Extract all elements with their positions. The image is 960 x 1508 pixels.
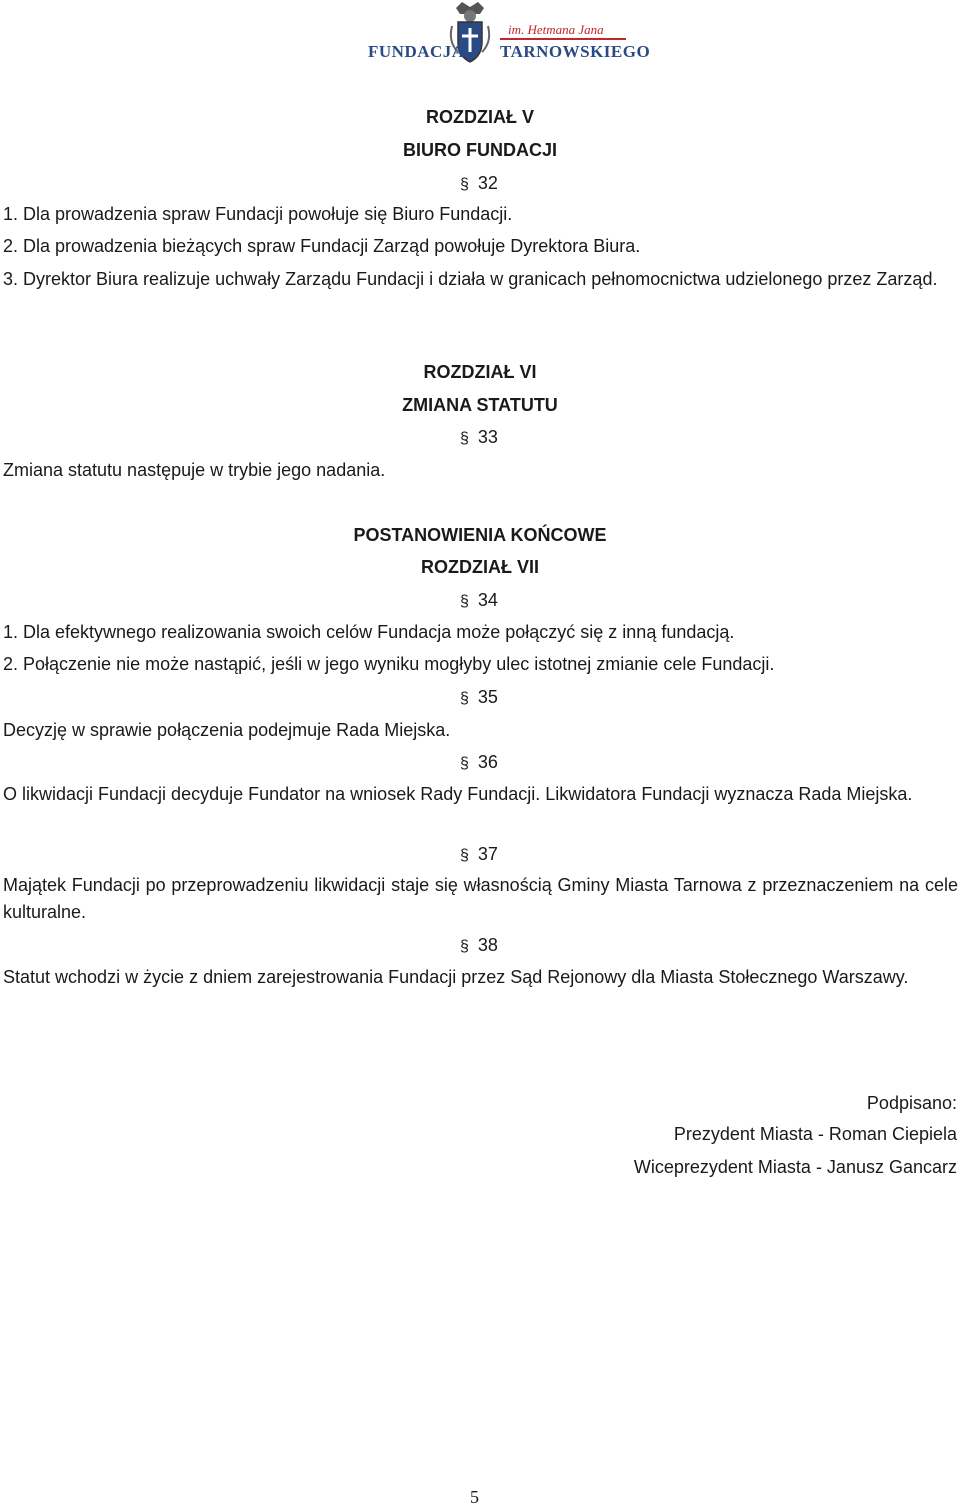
- section-symbol: §: [460, 430, 469, 447]
- section-number: 34: [477, 590, 498, 610]
- paragraph-32-3: 3. Dyrektor Biura realizuje uchwały Zarządu Fundacji i działa w granicach pełnomocnictwa udzielonego przez Zarząd.: [3, 269, 938, 289]
- section-number: 36: [477, 752, 498, 772]
- chapter-6-subheading: ZMIANA STATUTU: [402, 395, 558, 415]
- paragraph-32-2: 2. Dla prowadzenia bieżących spraw Fundacji Zarząd powołuje Dyrektora Biura.: [3, 236, 641, 256]
- paragraph-32-1: 1. Dla prowadzenia spraw Fundacji powołuje się Biuro Fundacji.: [3, 204, 513, 224]
- section-32: [460, 172, 498, 196]
- paragraph-38: Statut wchodzi w życie z dniem zarejestrowania Fundacji przez Sąd Rejonowy dla Miasta Stołecznego Warszawy.: [3, 967, 909, 987]
- signed-label: Podpisano:: [866, 1093, 957, 1113]
- section-36: [460, 751, 498, 775]
- chapter-7-heading: ROZDZIAŁ VII: [421, 557, 539, 577]
- final-provisions-title: POSTANOWIENIA KOŃCOWE: [353, 525, 607, 545]
- section-number: 33: [477, 427, 498, 447]
- paragraph-36: O likwidacji Fundacji decyduje Fundator na wniosek Rady Fundacji. Likwidatora Fundacji wyznacza Rada Miejska.: [3, 784, 913, 804]
- section-33: [460, 426, 498, 450]
- section-symbol: §: [460, 690, 469, 707]
- paragraph-33: Zmiana statutu następuje w trybie jego nadania.: [3, 460, 386, 480]
- section-number: 37: [477, 844, 498, 864]
- section-37: [460, 843, 498, 867]
- section-38: [460, 934, 498, 958]
- logo-script-text: im. Hetmana Jana: [508, 22, 604, 37]
- section-symbol: §: [460, 176, 469, 193]
- section-number: 35: [477, 687, 498, 707]
- chapter-5-heading: ROZDZIAŁ V: [426, 107, 534, 127]
- chapter-5-subheading: BIURO FUNDACJI: [402, 140, 557, 160]
- paragraph-35: Decyzję w sprawie połączenia podejmuje Rada Miejska.: [3, 720, 451, 740]
- logo-red-line: [500, 38, 626, 40]
- chapter-6-heading: ROZDZIAŁ VI: [423, 362, 537, 382]
- page-number: 5: [470, 1487, 479, 1507]
- paragraph-37: Majątek Fundacji po przeprowadzeniu likwidacji staje się własnością Gminy Miasta Tarnowa z przeznaczeniem na cele kulturalne.: [3, 875, 958, 922]
- logo-word-fundacja: FUNDACJA: [368, 42, 465, 61]
- section-symbol: §: [460, 593, 469, 610]
- logo-word-tarnowskiego: TARNOWSKIEGO: [500, 42, 651, 61]
- section-number: 38: [477, 935, 498, 955]
- paragraph-34-1: 1. Dla efektywnego realizowania swoich celów Fundacja może połączyć się z inną fundacją.: [3, 622, 735, 642]
- section-34: [460, 589, 498, 613]
- section-number: 32: [477, 173, 498, 193]
- paragraph-34-2: 2. Połączenie nie może nastąpić, jeśli w jego wyniku mogłyby ulec istotnej zmianie cele Fundacji.: [3, 654, 775, 674]
- foundation-logo: [360, 2, 651, 64]
- section-35: [460, 686, 498, 710]
- signature-president: Prezydent Miasta - Roman Ciepiela: [673, 1124, 957, 1144]
- signature-vice-president: Wiceprezydent Miasta - Janusz Gancarz: [633, 1157, 957, 1177]
- section-symbol: §: [460, 938, 469, 955]
- section-symbol: §: [460, 755, 469, 772]
- section-symbol: §: [460, 847, 469, 864]
